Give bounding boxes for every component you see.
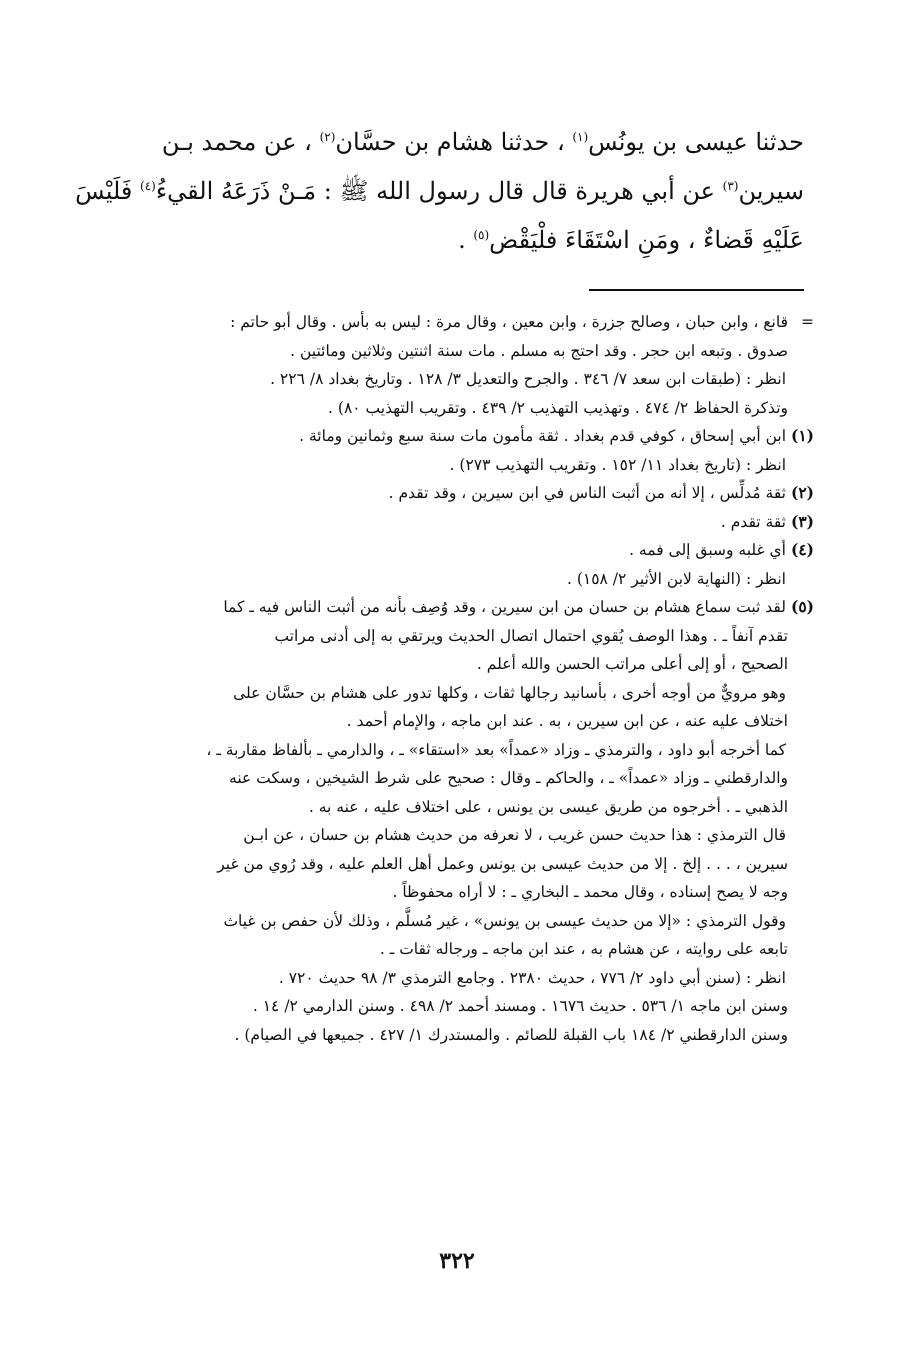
hadith-text-span: سيرين (738, 177, 804, 205)
hadith-text-span: عن أبي هريرة قال قال رسول الله ﷺ : مَـنْ ذَرَعَهُ القيءُ (155, 177, 723, 205)
footnote-5 (95, 593, 814, 622)
hadith-text-span: ، عن محمد بـن (161, 128, 320, 156)
footnote-reference-line: انظر : (سنن أبي داود ٢/ ٧٧٦ ، حديث ٢٣٨٠ . وجامع الترمذي ٣/ ٩٨ حديث ٧٢٠ . (278, 968, 786, 987)
footnote-number: (٤) (790, 540, 814, 559)
footnote-ref-2[interactable]: (٢) (319, 130, 336, 144)
footnote-ref-4[interactable]: (٤) (140, 179, 156, 193)
footnote-line: تابعه على روايته ، عن هشام به ، عند ابن ماجه ـ ورجاله ثقات ـ . (379, 940, 788, 958)
hadith-text-span: ، حدثنا هشام بن حسَّان (335, 128, 573, 156)
footnote-text: ثقة تقدم . (720, 512, 786, 531)
footnote-2 (95, 479, 814, 508)
footnote-reference-line: انظر : (النهاية لابن الأثير ٢/ ١٥٨) . (566, 569, 786, 588)
footnote-line: تقدم آنفاً ـ . وهذا الوصف يُقوي احتمال اتصال الحديث ويرتقي به إلى أدنى مراتب (274, 626, 788, 645)
footnote-reference-line: وسنن ابن ماجه ١/ ٥٣٦ . حديث ١٦٧٦ . ومسند أحمد ٢/ ٤٩٨ . وسنن الدارمي ٢/ ١٤ . (252, 997, 788, 1015)
footnote-number: (٥) (790, 597, 814, 616)
footnote-reference-line: انظر : (طبقات ابن سعد ٧/ ٣٤٦ . والجرح والتعديل ٣/ ١٢٨ . وتاريخ بغداد ٨/ ٢٢٦ . (270, 370, 786, 388)
footnote-continuation-line: صدوق . وتبعه ابن حجر . وقد احتج به مسلم . مات سنة اثنتين وثلاثين ومائتين . (290, 341, 788, 360)
footnote-1 (95, 422, 814, 451)
footnote-ref-5[interactable]: (٥) (473, 228, 490, 242)
footnote-line: الذهبي ـ . أخرجوه من طريق عيسى بن يونس ، على اختلاف عليه ، عنه به . (308, 797, 788, 816)
footnote-line: الصحيح ، أو إلى أعلى مراتب الحسن والله أعلم . (476, 655, 788, 673)
footnote-reference-line: انظر : (تاريخ بغداد ١١/ ١٥٢ . وتقريب التهذيب ٢٧٣) . (449, 455, 786, 474)
footnotes (95, 308, 814, 1049)
footnote-text: لقد ثبت سماع هشام بن حسان من ابن سيرين ، وقد وُصِف بأنه من أثبت الناس فيه ـ كما (223, 598, 786, 616)
footnote-reference-line: وسنن الدارقطني ٢/ ١٨٤ باب القبلة للصائم . والمستدرك ١/ ٤٢٧ . جميعها في الصيام) . (234, 1025, 788, 1044)
hadith-text-span: فَلَيْسَ (75, 177, 141, 205)
footnote-4 (95, 536, 814, 565)
footnote-reference-line: وتذكرة الحفاظ ٢/ ٤٧٤ . وتهذيب التهذيب ٢/ ٤٣٩ . وتقريب التهذيب ٨٠) . (328, 398, 788, 417)
footnote-number: (١) (790, 426, 814, 445)
footnote-text: ابن أبي إسحاق ، كوفي قدم بغداد . ثقة مأمون مات سنة سبع وثمانين ومائة . (299, 427, 786, 445)
hadith-text-span: . (458, 226, 474, 254)
footnote-ref-1[interactable]: (١) (572, 130, 589, 144)
footnote-line: سيرين ، . . . إلخ . إلا من حديث عيسى بن يونس وعمل أهل العلم عليه ، وقد رُوي من غير (217, 854, 788, 873)
footnote-continuation-line (95, 308, 814, 337)
footnote-number: (٢) (790, 483, 814, 502)
footnote-number: (٣) (790, 511, 814, 531)
hadith-line-1 (95, 118, 804, 167)
footnote-line: والدارقطني ـ وزاد «عمداً» ـ ، والحاكم ـ وقال : صحيح على شرط الشيخين ، وسكت عنه (229, 769, 788, 787)
hadith-text-span: عَلَيْهِ قَضاءٌ ، ومَنِ اسْتَقَاءَ فلْيَقْض (489, 226, 804, 254)
footnote-line: وقول الترمذي : «إلا من حديث عيسى بن يونس» ، غير مُسلَّم ، وذلك لأن حفص بن غياث (223, 911, 786, 930)
footnote-line: وهو مرويٌّ من أوجه أخرى ، بأسانيد رجالها ثقات ، وكلها تدور على هشام بن حسَّان على (233, 683, 786, 702)
hadith-text (75, 118, 804, 265)
footnote-3 (95, 508, 814, 537)
footnote-line: كما أخرجه أبو داود ، والترمذي ـ وزاد «عمداً» بعد «استقاء» ـ ، والدارمي ـ بألفاظ مقاربة ـ ، (206, 740, 786, 759)
continuation-mark: = (801, 313, 814, 331)
footnote-text: ثقة مُدلِّس ، إلا أنه من أثبت الناس في ابن سيرين ، وقد تقدم . (388, 484, 786, 502)
footnote-line: وجه لا يصح إسناده ، وقال محمد ـ البخاري ـ : لا أراه محفوظاً . (392, 883, 788, 901)
page-number: ٣٢٢ (439, 1248, 475, 1274)
footnote-line: قال الترمذي : هذا حديث حسن غريب ، لا نعرفه من حديث هشام بن حسان ، عن ابـن (243, 826, 786, 844)
hadith-line-2 (75, 167, 804, 216)
footnote-text: أي غلبه وسبق إلى فمه . (629, 541, 786, 559)
footnote-line: اختلاف عليه عنه ، عن ابن سيرين ، به . عند ابن ماجه ، والإمام أحمد . (346, 712, 788, 730)
footnote-text: قانع ، وابن حبان ، وصالح جزرة ، وابن معين ، وقال مرة : ليس به بأس . وقال أبو حاتم : (230, 313, 788, 331)
footnote-ref-3[interactable]: (٣) (722, 179, 739, 193)
hadith-line-3 (95, 216, 804, 265)
footnote-separator (589, 289, 804, 291)
hadith-text-span: حدثنا عيسى بن يونُس (588, 128, 804, 156)
